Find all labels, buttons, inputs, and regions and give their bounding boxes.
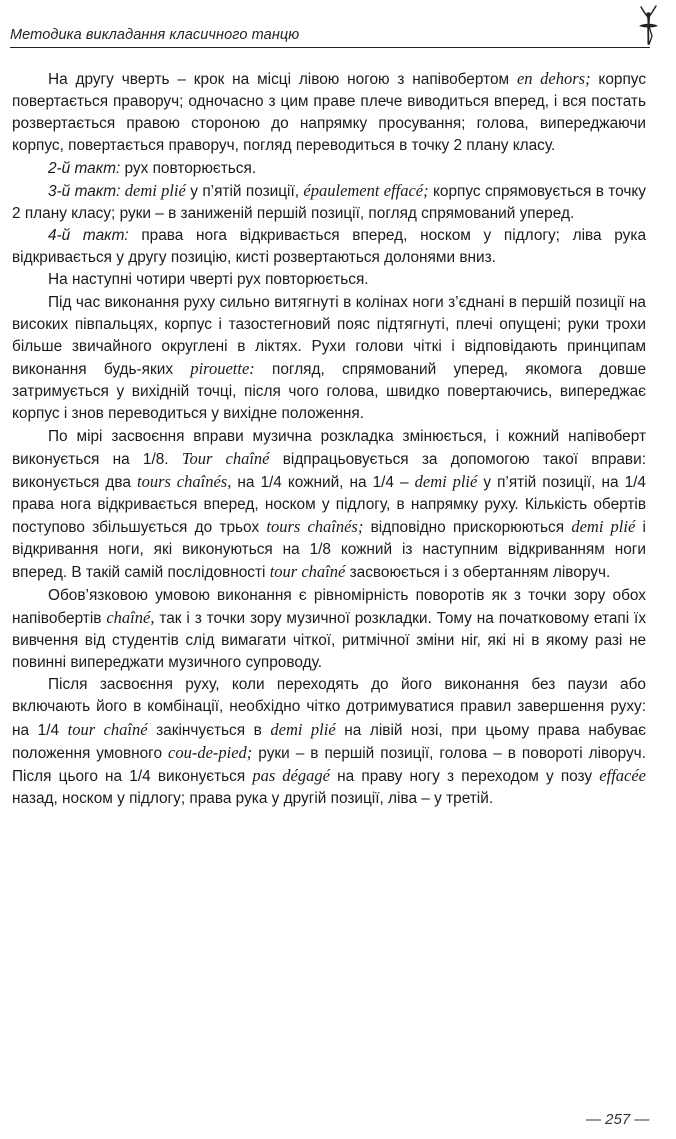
body-paragraph: На другу чверть – крок на місці лівою ногою з напівобертом en dehors; корпус повертається праворуч; одночасно з цим праве плече виводиться вперед, і вся постать розвертається правою стороною до напрямку просування; голова, випереджаючи корпус, повертається праворуч, погляд переводиться в точку 2 плану класу. — [12, 69, 647, 155]
bar-label: 2-й такт: — [48, 159, 121, 177]
running-header — [10, 26, 650, 48]
dance-term: pirouette: — [190, 359, 255, 379]
dance-term: demi plié — [414, 471, 478, 491]
body-paragraph: Під час виконання руху сильно витягнуті в колінах ноги з’єднані в першій позиції на високих півпальцях, корпус і тазостегновий пояс підтягнуті, плечі опущені; руки трохи більше звичайного округлені в ліктях. Рухи голови чіткі і відповідають принципам виконання будь-яких pirouette: погляд, спрямований уперед, якомога довше затримується у вихідній точці, після чого голова, швидко повертаючись, випереджає корпус і знов переводиться у вихідне положення. — [12, 293, 647, 423]
page-body — [12, 68, 646, 810]
dance-term: tours chaînés, — [137, 471, 232, 491]
body-paragraph: 3-й такт: demi plié у п’ятій позиції, épaulement effacé; корпус спрямовується в точку 2 плану класу; руки – в заниженій першій позиції, погляд спрямований уперед. — [12, 180, 646, 222]
body-paragraph: Після засвоєння руху, коли переходять до його виконання без паузи або включають його в комбінації, необхідно чітко дотримуватися правил завершення руху: на 1/4 tour chaîné закінчується в demi plié на лівій нозі, при цьому права набуває положення умовного cou-de-pied; руки – в першій позиції, голова – в повороті ліворуч. Після цього на 1/4 виконується pas dégagé на праву ногу з переходом у позу effacée назад, носком у підлогу; права рука у другій позиції, ліва – у третій. — [12, 676, 646, 807]
dance-term: effacée — [599, 765, 646, 785]
bar-label: 4-й такт: — [48, 227, 129, 245]
body-paragraph: 4-й такт: права нога відкривається вперед, носком у підлогу; ліва рука відкривається у другу позицію, кисті розвертаються долонями вниз. — [12, 227, 646, 267]
dance-term: tour chaîné — [269, 562, 346, 582]
dance-term: en dehors; — [516, 69, 591, 88]
ballerina-icon — [632, 3, 664, 47]
bar-label: 3-й такт: — [48, 182, 121, 200]
running-title: Методика викладання класичного танцю — [10, 27, 300, 43]
dance-term: chaîné, — [106, 607, 155, 627]
header-rule — [10, 47, 650, 48]
body-paragraph: 2-й такт: рух повторюється. — [48, 159, 257, 177]
dance-term: pas dégagé — [252, 765, 330, 785]
page-number: — 257 — — [586, 1111, 650, 1128]
body-paragraph: На наступні чотири чверті рух повторюється. — [48, 271, 369, 289]
dance-term: tour chaîné — [67, 719, 148, 739]
dance-term: Tour chaîné — [181, 448, 270, 468]
body-paragraph: Обов’язковою умовою виконання є рівномірність поворотів як з точки зору обох напівобертів chaîné, так і з точки зору музичної розкладки. Тому на початковому етапі їх вивчення від студентів слід вимагати чіткої, ритмічної зміни ніг, які ні в якому разі не повинні випереджати музичного супроводу. — [12, 586, 647, 672]
dance-term: demi plié — [571, 517, 636, 537]
dance-term: demi plié — [270, 719, 336, 739]
body-paragraph: По мірі засвоєння вправи музична розкладка змінюється, і кожний напівоберт виконується на 1/8. Tour chaîné відпрацьовується за допомогою такої вправи: виконується два tours chaînés, на 1/4 кожний, на 1/4 – demi plié у п’ятій позиції, на 1/4 права нога відкривається вперед, носком у підлогу, в напрямку руху. Кількість обертів поступово збільшується до трьох tours chaînés; відповідно прискорюються demi plié і відкривання ноги, які виконуються на 1/8 кожний із наступним відкриванням ноги вперед. В такій самій послідовності tour chaîné засвоюється і з обертанням ліворуч. — [12, 427, 646, 582]
dance-term: demi plié — [124, 180, 186, 200]
dance-term: épaulement effacé; — [303, 180, 429, 200]
dance-term: cou-de-pied; — [168, 742, 253, 762]
dance-term: tours chaînés; — [266, 517, 364, 537]
